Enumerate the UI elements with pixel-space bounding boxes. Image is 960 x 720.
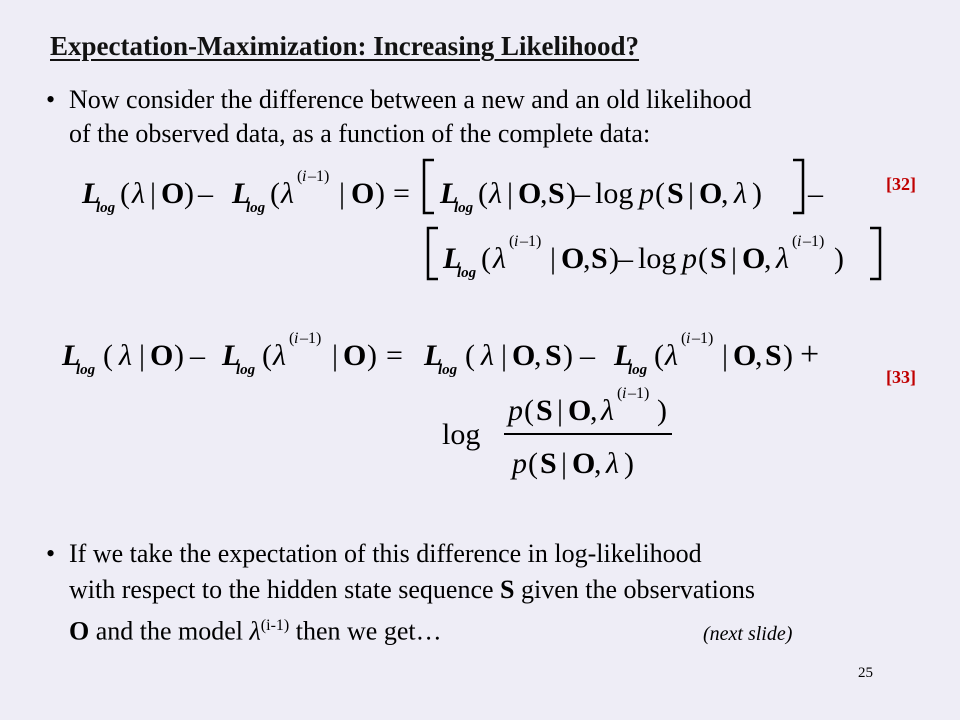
svg-text:): ) [657, 394, 667, 427]
svg-text:S: S [765, 339, 782, 372]
lambda-symbol: λ [249, 616, 261, 646]
svg-text:,: , [534, 339, 542, 372]
svg-text:log: log [457, 265, 477, 281]
svg-text:): ) [184, 177, 194, 210]
svg-text:λ: λ [734, 177, 747, 210]
svg-text:O: O [572, 447, 596, 480]
bullet-2-line-3-text-e: then we get… [289, 616, 442, 646]
bullet-2-line-2-text-a: with respect to the hidden state sequence [69, 575, 501, 604]
svg-text:p: p [639, 177, 654, 210]
svg-text:S: S [710, 242, 727, 275]
svg-text:O: O [699, 177, 723, 210]
svg-text:L: L [614, 339, 633, 372]
svg-text:p: p [508, 394, 523, 427]
svg-text:,: , [540, 177, 548, 210]
svg-text:(: ( [481, 242, 491, 275]
svg-text:log: log [76, 362, 96, 378]
svg-text:(: ( [654, 339, 664, 372]
svg-text:): ) [566, 177, 576, 210]
svg-text:–: – [808, 177, 823, 210]
svg-text:λ: λ [606, 447, 619, 480]
svg-text:λ: λ [281, 177, 294, 210]
svg-text:|: | [339, 177, 346, 210]
bullet-2-line-2-text-c: given the observations [514, 575, 755, 604]
svg-text:): ) [752, 177, 762, 210]
svg-text:): ) [609, 242, 619, 275]
svg-text:–: – [618, 242, 633, 275]
svg-text:,: , [755, 339, 763, 372]
svg-text:λ: λ [493, 242, 506, 275]
svg-text:L: L [440, 177, 459, 210]
svg-text:log: log [438, 362, 458, 378]
slide-title: Expectation-Maximization: Increasing Likelihood? [50, 31, 640, 61]
svg-text:log: log [96, 200, 116, 216]
svg-text:(: ( [681, 330, 687, 347]
svg-text:–: – [190, 339, 205, 372]
bullet-2-line-3 [69, 610, 442, 648]
bullet-dot: • [46, 85, 56, 114]
svg-text:log: log [246, 200, 266, 216]
svg-text:L: L [62, 339, 81, 372]
svg-text:,: , [590, 394, 598, 427]
svg-text:i: i [514, 233, 519, 250]
svg-text:λ: λ [119, 339, 132, 372]
svg-text:S: S [540, 447, 557, 480]
svg-text:): ) [834, 242, 844, 275]
svg-text:(: ( [698, 242, 708, 275]
equation-33-number: [33] [886, 367, 916, 387]
svg-text:|: | [150, 177, 157, 210]
svg-text:i: i [294, 330, 299, 347]
svg-text:O: O [343, 339, 367, 372]
svg-text:|: | [731, 242, 738, 275]
equation-33-line-1 [61, 330, 819, 378]
svg-text:+: + [800, 336, 820, 373]
svg-text:|: | [139, 339, 146, 372]
svg-text:(: ( [289, 330, 295, 347]
svg-text:log: log [454, 200, 474, 216]
svg-text:log: log [442, 418, 481, 451]
svg-text:,: , [764, 242, 772, 275]
next-slide-note: (next slide) [703, 623, 793, 645]
svg-text:): ) [375, 177, 385, 210]
bullet-2-line-3-text-b: and the model [89, 616, 250, 646]
svg-text:L: L [232, 177, 251, 210]
svg-text:i: i [302, 168, 307, 185]
svg-text:): ) [783, 339, 793, 372]
svg-text:O: O [150, 339, 174, 372]
svg-text:p: p [512, 447, 527, 480]
svg-text:O: O [351, 177, 375, 210]
svg-text:S: S [667, 177, 684, 210]
svg-text:–1): –1) [308, 168, 330, 185]
svg-text:(: ( [655, 177, 665, 210]
svg-text:,: , [721, 177, 729, 210]
svg-text:(: ( [528, 447, 538, 480]
svg-text:λ: λ [665, 339, 678, 372]
svg-text:=: = [393, 177, 410, 210]
svg-text:λ: λ [481, 339, 494, 372]
svg-text:O: O [518, 177, 542, 210]
svg-text:i: i [686, 330, 691, 347]
svg-text:(: ( [270, 177, 280, 210]
svg-text:log: log [236, 362, 256, 378]
equation-32-line-2 [428, 228, 880, 281]
svg-text:): ) [367, 339, 377, 372]
svg-text:log: log [595, 177, 634, 210]
variable-S: S [500, 575, 515, 604]
svg-text:O: O [568, 394, 592, 427]
svg-text:λ: λ [776, 242, 789, 275]
svg-text:(: ( [509, 233, 515, 250]
svg-text:L: L [82, 177, 101, 210]
variable-O: O [69, 616, 90, 646]
bullet-dot: • [46, 539, 56, 568]
svg-text:|: | [561, 447, 568, 480]
bullet-2-line-2 [69, 574, 755, 606]
svg-text:(: ( [297, 168, 303, 185]
svg-text:S: S [591, 242, 608, 275]
svg-text:(: ( [617, 385, 623, 402]
svg-text:–: – [575, 177, 590, 210]
svg-text:O: O [161, 177, 185, 210]
equation-33-line-2 [442, 385, 672, 480]
svg-text:–1): –1) [628, 385, 650, 402]
svg-text:): ) [624, 447, 634, 480]
svg-text:(: ( [262, 339, 272, 372]
svg-text:,: , [583, 242, 591, 275]
svg-text:S: S [548, 177, 565, 210]
svg-text:L: L [443, 242, 462, 275]
equation-32-number: [32] [886, 174, 916, 194]
svg-text:log: log [638, 242, 677, 275]
equation-32-line-1 [81, 160, 824, 216]
svg-text:|: | [332, 339, 339, 372]
svg-text:S: S [536, 394, 553, 427]
svg-text:(: ( [478, 177, 488, 210]
svg-text:|: | [507, 177, 514, 210]
svg-text:|: | [550, 242, 557, 275]
svg-text:S: S [545, 339, 562, 372]
svg-text:λ: λ [489, 177, 502, 210]
svg-text:|: | [501, 339, 508, 372]
svg-text:–1): –1) [520, 233, 542, 250]
svg-text:–1): –1) [300, 330, 322, 347]
svg-text:λ: λ [601, 394, 614, 427]
svg-text:L: L [424, 339, 443, 372]
svg-text:–1): –1) [803, 233, 825, 250]
lambda-superscript: (i-1) [260, 617, 290, 634]
svg-text:(: ( [792, 233, 798, 250]
svg-text:=: = [386, 339, 403, 372]
svg-text:O: O [561, 242, 585, 275]
svg-text:L: L [222, 339, 241, 372]
svg-text:–: – [198, 177, 213, 210]
svg-text:p: p [682, 242, 697, 275]
svg-text:(: ( [103, 339, 113, 372]
svg-text:–1): –1) [692, 330, 714, 347]
svg-text:i: i [797, 233, 802, 250]
svg-text:–: – [580, 339, 595, 372]
svg-text:|: | [557, 394, 564, 427]
svg-text:|: | [722, 339, 729, 372]
svg-text:(: ( [465, 339, 475, 372]
svg-text:O: O [512, 339, 536, 372]
svg-text:λ: λ [273, 339, 286, 372]
svg-text:,: , [594, 447, 602, 480]
svg-text:): ) [563, 339, 573, 372]
svg-text:λ: λ [132, 177, 145, 210]
svg-text:O: O [733, 339, 757, 372]
svg-text:O: O [742, 242, 766, 275]
svg-text:log: log [628, 362, 648, 378]
page-number: 25 [858, 665, 873, 681]
svg-text:|: | [688, 177, 695, 210]
svg-text:): ) [174, 339, 184, 372]
svg-text:(: ( [120, 177, 130, 210]
bullet-1-line-1: Now consider the difference between a new and an old likelihood [69, 85, 752, 114]
svg-text:(: ( [524, 394, 534, 427]
bullet-1-line-2: of the observed data, as a function of the complete data: [69, 119, 651, 148]
bullet-2-line-1: If we take the expectation of this difference in log-likelihood [69, 539, 702, 568]
svg-text:i: i [622, 385, 627, 402]
